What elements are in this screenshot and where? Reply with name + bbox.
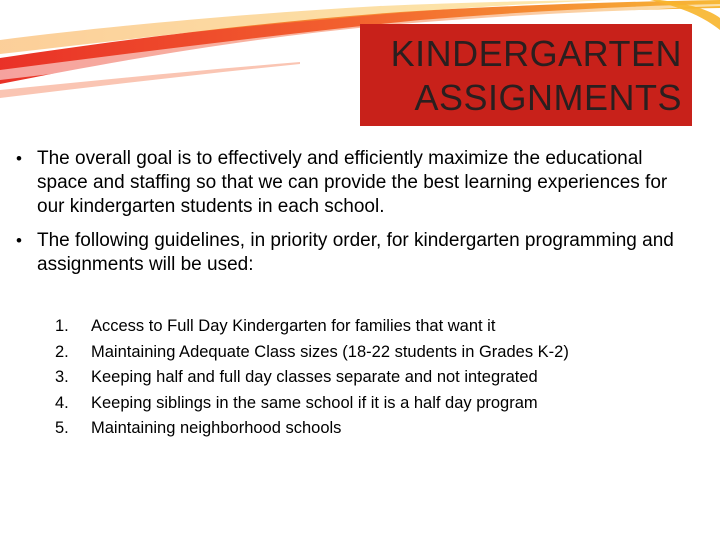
bullet-item — [14, 229, 694, 277]
bullet-dot-icon: • — [16, 149, 22, 168]
title-box — [360, 24, 692, 126]
numbered-list — [50, 314, 690, 442]
item-number: 3. — [55, 368, 69, 386]
bullet-text: The overall goal is to effectively and efficiently maximize the educational space and staffing so that we can provide the best learning experiences for our kindergarten students in each school. — [37, 148, 668, 217]
bullet-list — [14, 147, 694, 287]
bullet-item — [14, 147, 694, 219]
bullet-text: The following guidelines, in priority order, for kindergarten programming and assignments will be used: — [37, 230, 674, 275]
item-text: Keeping half and full day classes separate and not integrated — [91, 368, 538, 386]
title-line-2: ASSIGNMENTS — [414, 77, 682, 118]
numbered-item — [50, 340, 690, 366]
numbered-item — [50, 314, 690, 340]
item-text: Maintaining Adequate Class sizes (18-22 students in Grades K-2) — [91, 342, 569, 361]
numbered-item — [50, 365, 690, 391]
numbered-item — [50, 391, 690, 417]
item-text: Maintaining neighborhood schools — [91, 419, 342, 437]
item-number: 1. — [55, 317, 69, 335]
item-text: Keeping siblings in the same school if it is a half day program — [91, 393, 538, 412]
bullet-dot-icon: • — [16, 231, 22, 250]
item-number: 2. — [55, 342, 69, 361]
item-number: 4. — [55, 393, 69, 412]
item-number: 5. — [55, 419, 69, 437]
numbered-item — [50, 416, 690, 442]
title-line-1: KINDERGARTEN — [390, 33, 682, 74]
item-text: Access to Full Day Kindergarten for families that want it — [91, 317, 496, 335]
